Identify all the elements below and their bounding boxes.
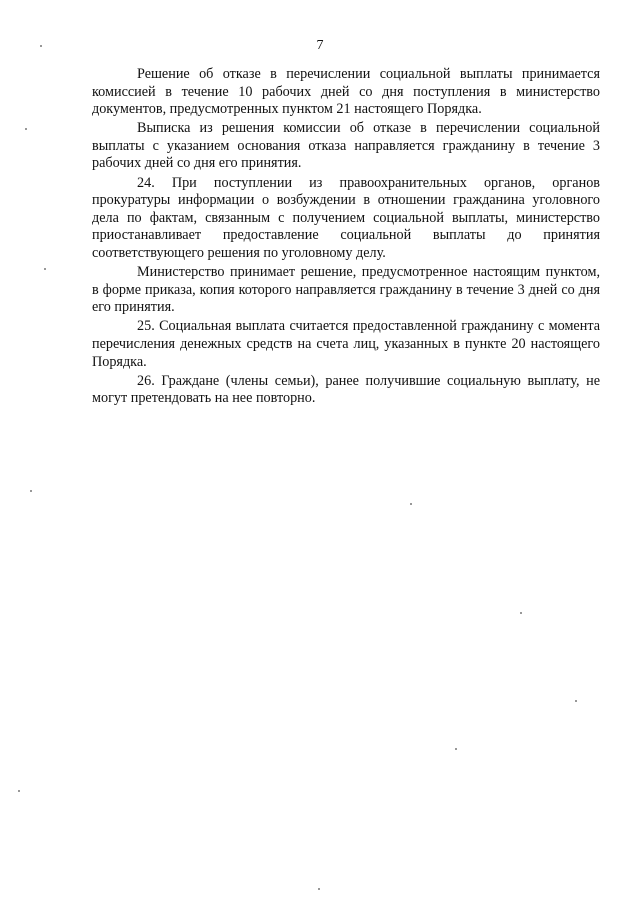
scan-speck xyxy=(30,490,32,492)
paragraph-ministry-decision: Министерство принимает решение, предусмотренное настоящим пунктом, в форме приказа, копия которого направляется гражданину в течение 3 дней со дня его принятия. xyxy=(92,264,600,316)
scan-speck xyxy=(520,612,522,614)
page-number: 7 xyxy=(316,38,324,53)
paragraph-refusal-decision: Решение об отказе в перечислении социальной выплаты принимается комиссией в течение 10 рабочих дней со дня поступления в министерство документов, предусмотренных пунктом 21 настоящего Порядка. xyxy=(92,66,600,118)
scan-speck xyxy=(25,128,27,130)
document-body xyxy=(92,66,600,409)
scan-speck xyxy=(18,790,20,792)
scan-speck xyxy=(455,748,457,750)
paragraph-item-26: 26. Граждане (члены семьи), ранее получившие социальную выплату, не могут претендовать на нее повторно. xyxy=(92,372,600,407)
scan-speck xyxy=(575,700,577,702)
scan-speck xyxy=(410,503,412,505)
scan-speck xyxy=(44,268,46,270)
scan-speck xyxy=(40,45,42,47)
paragraph-item-24: 24. При поступлении из правоохранительных органов, органов прокуратуры информации о возбуждении в отношении гражданина уголовного дела по фактам, связанным с получением социальной выплаты, министерство приостанавливает предоставление социальной выплаты до принятия соответствующего решения по уголовному делу. xyxy=(92,174,600,261)
scan-speck xyxy=(318,888,320,890)
paragraph-item-25: 25. Социальная выплата считается предоставленной гражданину с момента перечисления денежных средств на счета лиц, указанных в пункте 20 настоящего Порядка. xyxy=(92,318,600,370)
paragraph-refusal-extract: Выписка из решения комиссии об отказе в перечислении социальной выплаты с указанием основания отказа направляется гражданину в течение 3 рабочих дней со дня его принятия. xyxy=(92,120,600,172)
